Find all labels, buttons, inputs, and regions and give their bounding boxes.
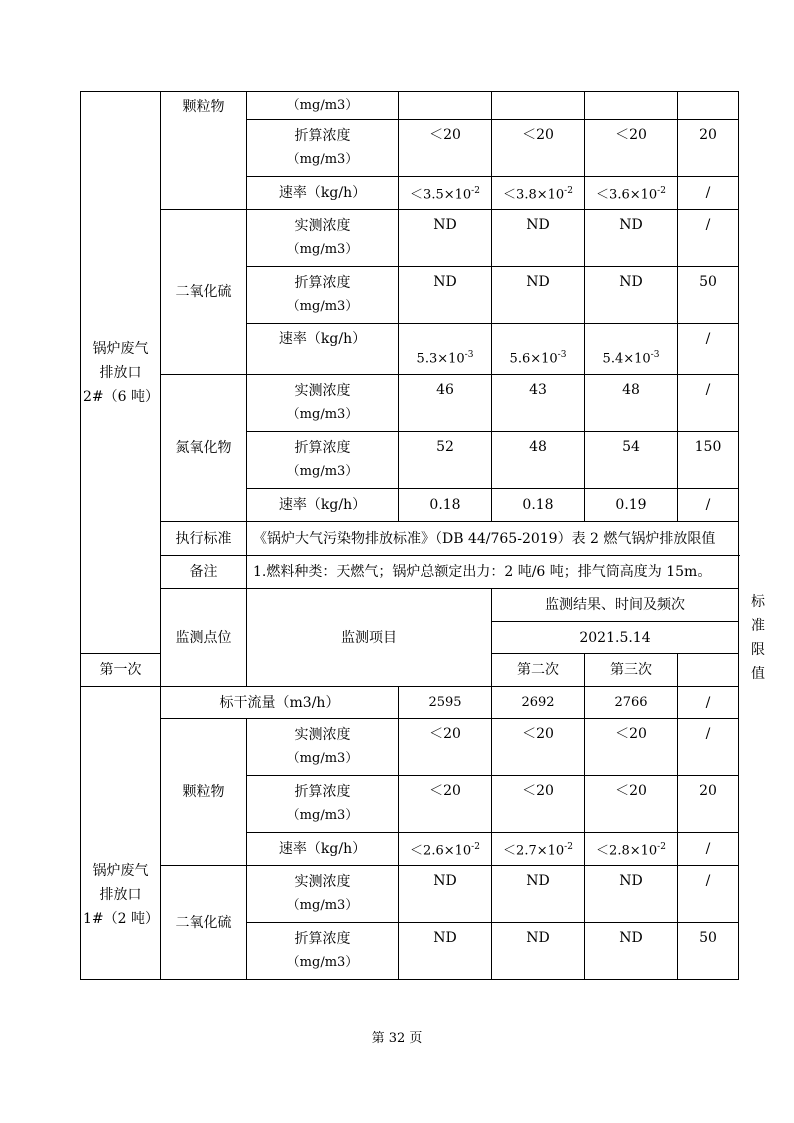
item-label-text: 实测浓度 (294, 383, 351, 399)
value-cell: $<2.8\times 10^{-2}$ (585, 833, 678, 866)
limit-cell: / (678, 833, 739, 866)
standard-label: 执行标准 (161, 522, 247, 556)
table-row (81, 687, 739, 719)
point-label: 锅炉废气 (92, 340, 149, 357)
value-cell: ＜20 (492, 120, 585, 177)
value-cell: 0.18 (399, 489, 492, 522)
unit-label: （mg/m3） (286, 299, 359, 314)
monitoring-point-cell (81, 687, 161, 980)
value-cell: 48 (492, 432, 585, 489)
pollutant-name: 颗粒物 (161, 92, 247, 210)
table-row: 监测点位 监测项目 监测结果、时间及频次 标准限值 (81, 589, 739, 622)
value-cell: 2595 (399, 687, 492, 719)
item-label-text: 折算浓度 (294, 440, 351, 456)
value-cell: $<3.6\times 10^{-2}$ (585, 177, 678, 210)
item-label (247, 866, 399, 923)
item-label-text: 实测浓度 (294, 218, 351, 234)
unit-label: （mg/m3） (247, 92, 399, 120)
unit-label: （mg/m3） (286, 242, 359, 257)
page-number: 第 32 页 (371, 1031, 423, 1046)
limit-cell: / (678, 375, 739, 432)
pollutant-name-text: 二氧化硫 (175, 914, 232, 931)
value-cell: ND (399, 210, 492, 267)
limit-cell: / (678, 210, 739, 267)
item-label-text: 实测浓度 (294, 727, 351, 743)
item-label: 速率（kg/h） (247, 833, 399, 866)
value-cell: $5.3\times 10^{-3}$ (399, 324, 492, 375)
value-cell: ND (399, 866, 492, 923)
point-label: 1#（2 吨） (83, 911, 159, 927)
value-cell: $<2.7\times 10^{-2}$ (492, 833, 585, 866)
limit-cell: 50 (678, 267, 739, 324)
value-cell: ND (492, 210, 585, 267)
pollutant-name (161, 866, 247, 980)
monitoring-point-cell (81, 92, 161, 654)
pollutant-name (161, 375, 247, 522)
item-label (247, 432, 399, 489)
item-label (247, 719, 399, 776)
item-label: 速率（kg/h） (247, 489, 399, 522)
monitoring-results-table (80, 91, 765, 980)
item-label-text: 折算浓度 (294, 275, 351, 291)
item-label: 速率（kg/h） (247, 324, 399, 375)
table-row (81, 522, 739, 556)
value-cell: 43 (492, 375, 585, 432)
value-cell: ND (492, 923, 585, 980)
point-label: 排放口 (99, 364, 142, 381)
limit-cell: 150 (678, 432, 739, 489)
value-cell: ＜20 (399, 719, 492, 776)
unit-label: （mg/m3） (286, 955, 359, 970)
value-cell: ＜20 (492, 776, 585, 833)
unit-label: （mg/m3） (286, 808, 359, 823)
value-cell: 0.19 (585, 489, 678, 522)
item-label (247, 776, 399, 833)
unit-label: （mg/m3） (286, 407, 359, 422)
limit-cell: / (678, 866, 739, 923)
unit-label: （mg/m3） (286, 464, 359, 479)
item-label: 速率（kg/h） (247, 177, 399, 210)
value-cell: ND (399, 923, 492, 980)
header-date: 2021.5.14 (492, 622, 739, 654)
remark-text: 1.燃料种类：天燃气；锅炉总额定出力：2 吨/6 吨；排气筒高度为 15m。 (247, 556, 739, 589)
value-cell: $<2.6\times 10^{-2}$ (399, 833, 492, 866)
header-results: 监测结果、时间及频次 (492, 589, 739, 622)
item-label (247, 120, 399, 177)
table-row (81, 866, 739, 923)
value-cell: ＜20 (492, 719, 585, 776)
point-label: 锅炉废气 (92, 863, 149, 879)
value-cell: 46 (399, 375, 492, 432)
value-cell: $5.4\times 10^{-3}$ (585, 324, 678, 375)
limit-cell: / (678, 324, 739, 375)
value-cell (399, 92, 492, 120)
limit-cell: / (678, 719, 739, 776)
item-label (247, 375, 399, 432)
value-cell: ND (585, 923, 678, 980)
table-row (81, 556, 739, 589)
item-label (247, 923, 399, 980)
unit-label: （mg/m3） (286, 152, 359, 167)
remark-label: 备注 (161, 556, 247, 589)
table-row (81, 210, 739, 267)
unit-label: （mg/m3） (286, 751, 359, 766)
value-cell: $<3.5\times 10^{-2}$ (399, 177, 492, 210)
limit-cell: 50 (678, 923, 739, 980)
point-label: 排放口 (99, 887, 142, 903)
item-label-text: 折算浓度 (294, 128, 351, 144)
value-cell: 2692 (492, 687, 585, 719)
value-cell: $<3.8\times 10^{-2}$ (492, 177, 585, 210)
value-cell: ＜20 (399, 120, 492, 177)
point-label: 2#（6 吨） (83, 388, 159, 405)
value-cell: ＜20 (399, 776, 492, 833)
value-cell: 0.18 (492, 489, 585, 522)
header-item: 监测项目 (247, 589, 492, 687)
item-label (247, 210, 399, 267)
limit-cell: 20 (678, 120, 739, 177)
value-cell: ND (585, 210, 678, 267)
value-cell: ND (585, 267, 678, 324)
item-label: 标干流量（m3/h） (161, 687, 399, 719)
value-cell: ND (399, 267, 492, 324)
standard-text: 《锅炉大气污染物排放标准》（DB 44/765-2019）表 2 燃气锅炉排放限值 (247, 522, 739, 556)
unit-label: （mg/m3） (286, 898, 359, 913)
limit-cell: / (678, 489, 739, 522)
header-point: 监测点位 (161, 589, 247, 687)
pollutant-name (161, 210, 247, 375)
header-time: 第三次 (585, 654, 678, 687)
pollutant-name-text: 氮氧化物 (175, 440, 232, 456)
pollutant-name-text: 二氧化硫 (175, 284, 232, 300)
value-cell: 2766 (585, 687, 678, 719)
pollutant-name (161, 719, 247, 866)
value-cell (492, 92, 585, 120)
header-time: 第一次 (81, 654, 161, 687)
value-cell: 48 (585, 375, 678, 432)
limit-cell: / (678, 687, 739, 719)
value-cell: ＜20 (585, 719, 678, 776)
limit-cell: / (678, 177, 739, 210)
item-label-text: 实测浓度 (294, 874, 351, 890)
header-time: 第二次 (492, 654, 585, 687)
value-cell: ＜20 (585, 120, 678, 177)
table-row (81, 375, 739, 432)
item-label (247, 267, 399, 324)
value-cell: $5.6\times 10^{-3}$ (492, 324, 585, 375)
value-cell: 52 (399, 432, 492, 489)
value-cell (585, 92, 678, 120)
value-cell: ND (492, 866, 585, 923)
pollutant-name-text: 颗粒物 (182, 784, 225, 800)
limit-cell (678, 92, 739, 120)
table-row (81, 92, 739, 120)
item-label-text: 折算浓度 (294, 784, 351, 800)
value-cell: 54 (585, 432, 678, 489)
limit-cell: 20 (678, 776, 739, 833)
value-cell: ND (585, 866, 678, 923)
value-cell: ND (492, 267, 585, 324)
item-label-text: 折算浓度 (294, 931, 351, 947)
table-row (81, 719, 739, 776)
value-cell: ＜20 (585, 776, 678, 833)
